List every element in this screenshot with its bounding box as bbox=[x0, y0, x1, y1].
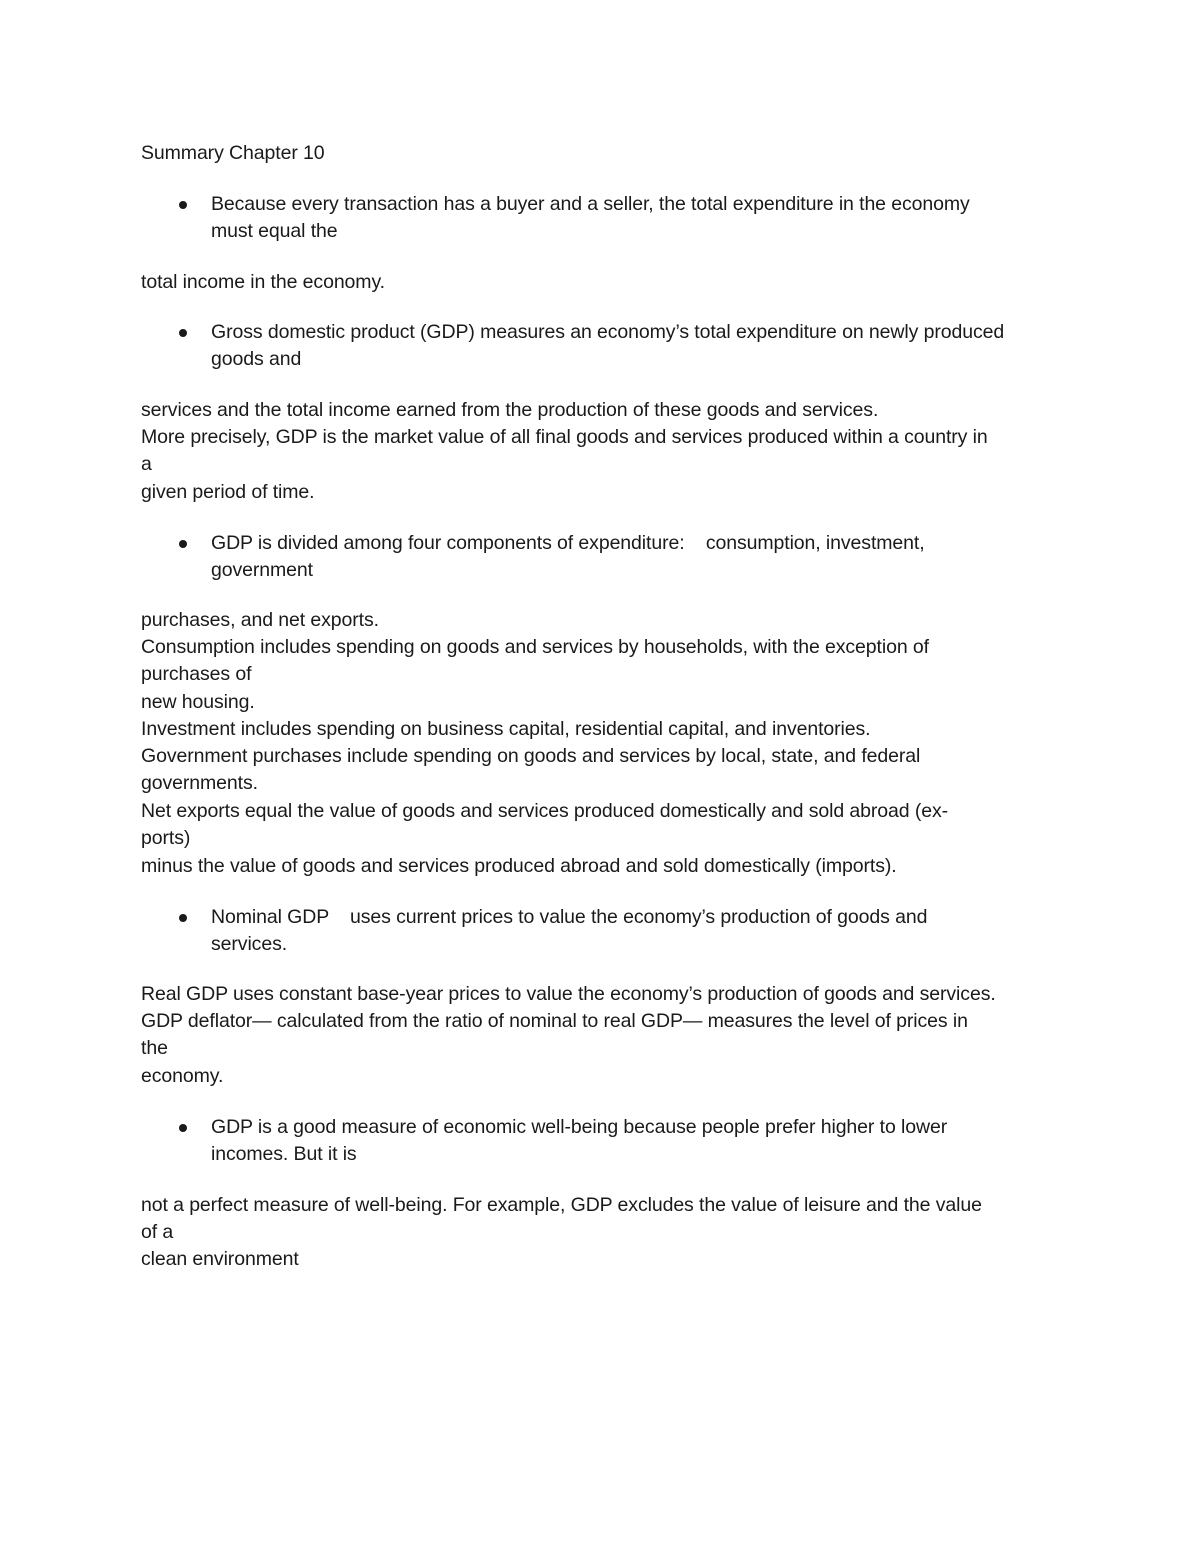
bullet-dot-icon bbox=[179, 540, 187, 548]
paragraph-line: given period of time. bbox=[141, 481, 315, 503]
bullet-line: must equal the bbox=[211, 220, 338, 242]
paragraph-line: Real GDP uses constant base-year prices to value the economy’s production of goods and services. bbox=[141, 983, 996, 1005]
paragraph-line: a bbox=[141, 453, 152, 475]
paragraph-line: economy. bbox=[141, 1065, 224, 1087]
paragraph-line: Investment includes spending on business capital, residential capital, and inventories. bbox=[141, 718, 871, 740]
paragraph-line: GDP deflator— calculated from the ratio of nominal to real GDP— measures the level of prices in bbox=[141, 1010, 968, 1032]
bullet-line: Because every transaction has a buyer and a seller, the total expenditure in the economy bbox=[211, 193, 970, 215]
paragraph-line: Government purchases include spending on goods and services by local, state, and federal bbox=[141, 745, 921, 767]
bullet-line: GDP is divided among four components of expenditure: consumption, investment, bbox=[211, 532, 925, 554]
bullet-line: incomes. But it is bbox=[211, 1143, 357, 1165]
paragraph-line: clean environment bbox=[141, 1248, 299, 1270]
paragraph-line: of a bbox=[141, 1221, 174, 1243]
paragraph-line: new housing. bbox=[141, 691, 255, 713]
paragraph-line: More precisely, GDP is the market value of all final goods and services produced within a country in bbox=[141, 426, 988, 448]
bullet-line: government bbox=[211, 559, 313, 581]
bullet-dot-icon bbox=[179, 914, 187, 922]
bullet-text bbox=[211, 1114, 947, 1168]
bullet-dot-icon bbox=[179, 1124, 187, 1132]
bullet-text bbox=[211, 904, 927, 958]
bullet-dot-icon bbox=[179, 201, 187, 209]
paragraph-line: purchases of bbox=[141, 663, 252, 685]
bullet-line: GDP is a good measure of economic well-being because people prefer higher to lower bbox=[211, 1116, 948, 1138]
bullet-line: Gross domestic product (GDP) measures an economy’s total expenditure on newly produced bbox=[211, 321, 1005, 343]
paragraph-line: Consumption includes spending on goods and services by households, with the exception of bbox=[141, 636, 929, 658]
paragraph-line: ports) bbox=[141, 827, 191, 849]
bullet-line: services. bbox=[211, 933, 288, 955]
paragraph-line: governments. bbox=[141, 772, 258, 794]
paragraph-line: total income in the economy. bbox=[141, 271, 385, 293]
bullet-text bbox=[211, 191, 970, 245]
paragraph-line: minus the value of goods and services produced abroad and sold domestically (imports). bbox=[141, 855, 897, 877]
bullet-line: Nominal GDP uses current prices to value the economy’s production of goods and bbox=[211, 906, 928, 928]
bullet-line: goods and bbox=[211, 348, 302, 370]
bullet-text bbox=[211, 530, 925, 584]
paragraph-line: not a perfect measure of well-being. For example, GDP excludes the value of leisure and the value bbox=[141, 1194, 982, 1216]
paragraph-line: purchases, and net exports. bbox=[141, 609, 379, 631]
bullet-text bbox=[211, 319, 1004, 373]
paragraph-line: Net exports equal the value of goods and services produced domestically and sold abroad (ex- bbox=[141, 800, 949, 822]
page-title: Summary Chapter 10 bbox=[141, 142, 325, 164]
paragraph-line: the bbox=[141, 1037, 168, 1059]
paragraph-line: services and the total income earned from the production of these goods and services. bbox=[141, 399, 879, 421]
bullet-dot-icon bbox=[179, 329, 187, 337]
